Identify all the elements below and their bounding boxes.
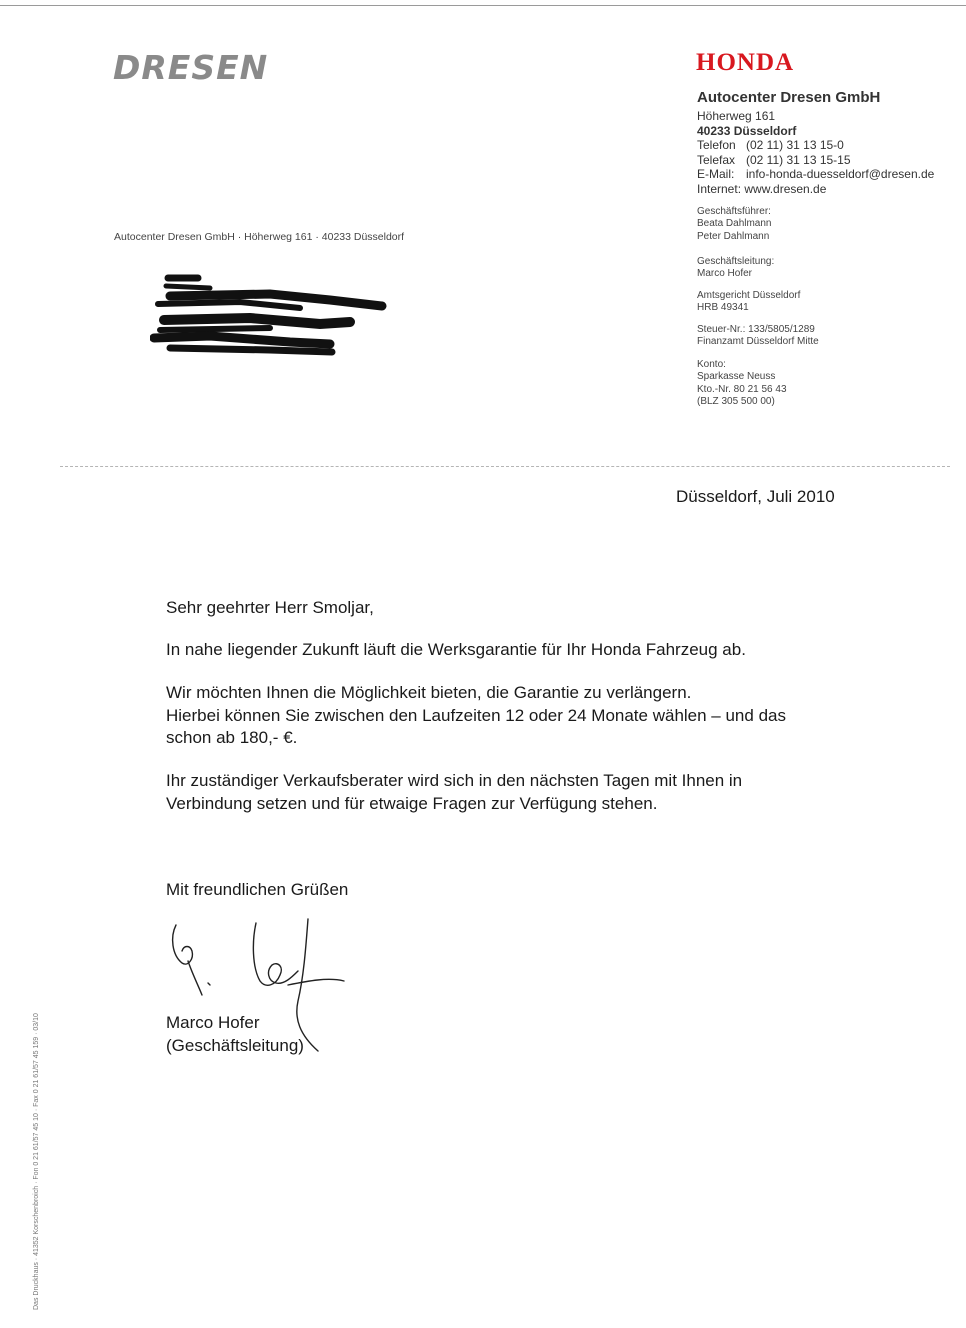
bank-blz: (BLZ 305 500 00) [697, 396, 775, 408]
honda-logo: HONDA [696, 49, 795, 76]
signer-block [166, 1012, 304, 1057]
paragraph-2-line-3: schon ab 180,- €. [166, 728, 298, 747]
fax-value: (02 11) 31 13 15-15 [746, 152, 851, 167]
managing-directors-label: Geschäftsführer: [697, 206, 771, 217]
letter-salutation: Sehr geehrter Herr Smoljar, [166, 598, 374, 617]
paragraph-2-line-2: Hierbei können Sie zwischen den Laufzeiten 12 oder 24 Monate wählen – und das [166, 705, 786, 725]
bank-account: Kto.-Nr. 80 21 56 43 [697, 383, 787, 395]
company-street: Höherweg 161 [697, 109, 776, 123]
company-email [697, 167, 934, 182]
paragraph-3-line-2: Verbindung setzen und für etwaige Fragen zur Verfügung stehen. [166, 793, 658, 813]
paragraph-2-line-1: Wir möchten Ihnen die Möglichkeit bieten, die Garantie zu verlängern. [166, 683, 692, 702]
paragraph-3-line-1: Ihr zuständiger Verkaufsberater wird sich in den nächsten Tagen mit Ihnen in [166, 771, 743, 790]
managing-director-1: Beata Dahlmann [697, 218, 772, 230]
letter-paragraph-2 [166, 682, 786, 750]
phone-label: Telefon [697, 138, 736, 153]
hrb-number: HRB 49341 [697, 302, 749, 314]
dresen-logo: DRESEN [113, 48, 269, 87]
signer-name: Marco Hofer [166, 1013, 260, 1032]
company-city: 40233 Düsseldorf [697, 123, 797, 138]
email-label: E-Mail: [697, 167, 735, 182]
court-register-block [697, 290, 800, 315]
top-border-line [0, 5, 966, 6]
tax-block [697, 324, 819, 349]
signer-title: (Geschäftsleitung) [166, 1035, 304, 1055]
management-label: Geschäftsleitung: [697, 256, 775, 267]
company-fax [697, 153, 934, 168]
email-value: info-honda-duesseldorf@dresen.de [746, 167, 935, 182]
letter-closing: Mit freundlichen Grüßen [166, 880, 349, 899]
letter-paragraph-3 [166, 770, 742, 815]
managing-directors-block [697, 206, 772, 243]
court-name: Amtsgericht Düsseldorf [697, 290, 801, 301]
bank-block [697, 359, 787, 409]
company-phone [697, 138, 934, 153]
company-name: Autocenter Dresen GmbH [697, 89, 881, 106]
bank-name: Sparkasse Neuss [697, 371, 776, 383]
tax-office: Finanzamt Düsseldorf Mitte [697, 336, 819, 348]
tax-number: Steuer-Nr.: 133/5805/1289 [697, 324, 815, 335]
letter-paragraph-1: In nahe liegender Zukunft läuft die Werksgarantie für Ihr Honda Fahrzeug ab. [166, 640, 746, 659]
fold-line [60, 466, 950, 468]
printer-margin-note: Das Druckhaus · 41352 Korschenbroich · Fon 0 21 61/57 45 10 · Fax 0 21 61/57 45 159 · 03/10 [33, 1013, 40, 1310]
management-name: Marco Hofer [697, 268, 753, 280]
sender-return-address: Autocenter Dresen GmbH · Höherweg 161 · 40233 Düsseldorf [114, 231, 405, 243]
letter-date: Düsseldorf, Juli 2010 [676, 487, 835, 506]
phone-value: (02 11) 31 13 15-0 [746, 138, 844, 153]
management-block [697, 256, 774, 281]
company-internet: Internet: www.dresen.de [697, 181, 827, 196]
company-address-block [697, 109, 934, 197]
fax-label: Telefax [697, 152, 736, 167]
bank-label: Konto: [697, 359, 726, 370]
managing-director-2: Peter Dahlmann [697, 230, 770, 242]
redacted-recipient-address [150, 270, 390, 362]
